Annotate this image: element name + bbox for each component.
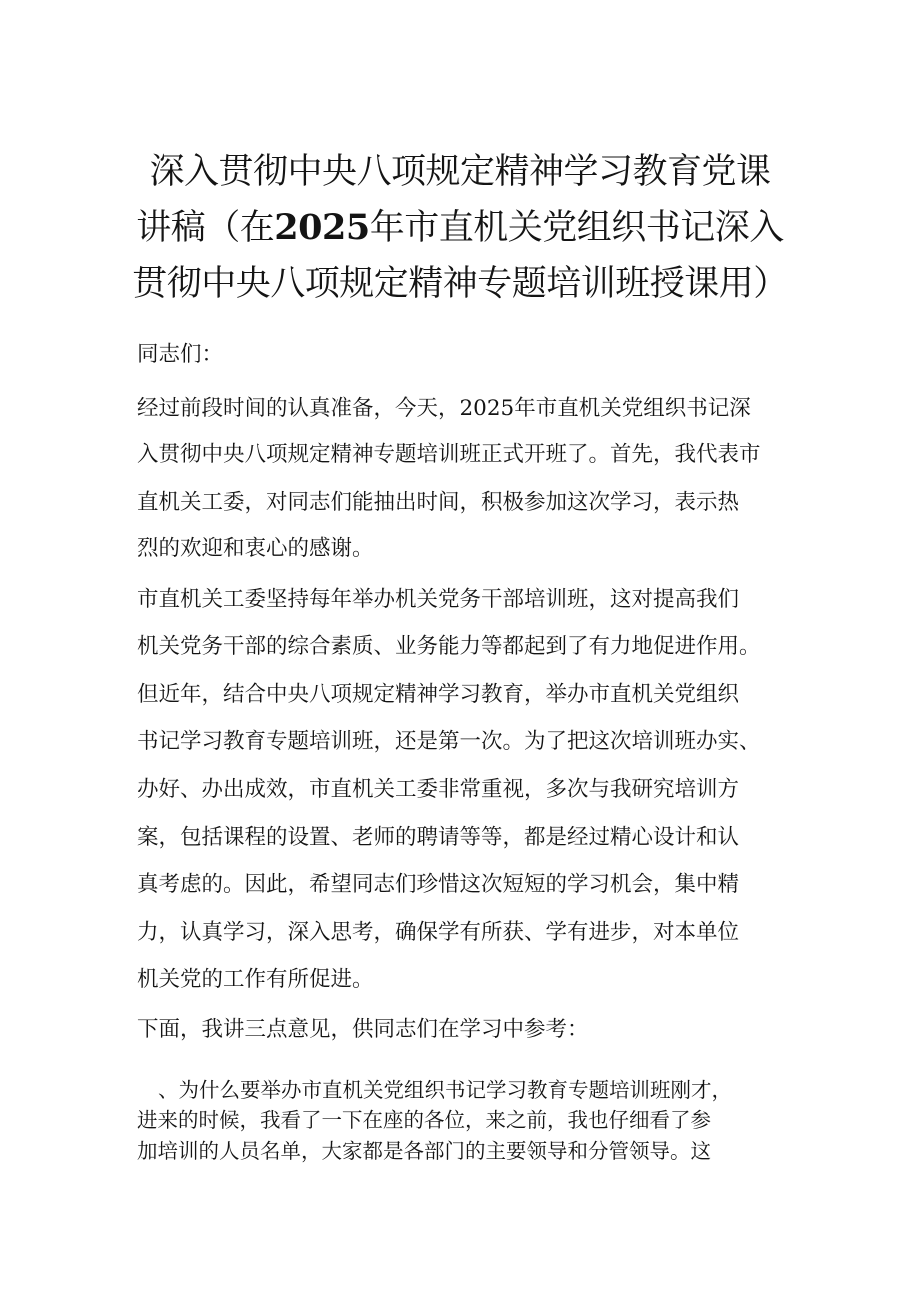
body-line: 下面，我讲三点意见，供同志们在学习中参考： <box>137 1017 589 1042</box>
document-title-line-3: 贯彻中央八项规定精神专题培训班授课用） <box>132 264 788 304</box>
body-line: 力，认真学习，深入思考，确保学有所获、学有进步，对本单位 <box>137 920 740 945</box>
title-text-after-year: 年市直机关党组织书记深入 <box>369 208 784 248</box>
greeting: 同志们： <box>137 342 224 367</box>
document-title-line-2 <box>120 200 800 256</box>
body-line: 入贯彻中央八项规定精神专题培训班正式开班了。首先，我代表市 <box>137 442 761 467</box>
body-line: 机关党务干部的综合素质、业务能力等都起到了有力地促进作用。 <box>137 634 761 659</box>
section-body-line: 加培训的人员名单，大家都是各部门的主要领导和分管领导。这 <box>137 1139 711 1163</box>
body-line: 办好、办出成效，市直机关工委非常重视，多次与我研究培训方 <box>137 777 740 802</box>
section-heading-line: 、为什么要举办市直机关党组织书记学习教育专题培训班刚才， <box>158 1078 732 1102</box>
body-line: 市直机关工委坚持每年举办机关党务干部培训班，这对提高我们 <box>137 587 740 612</box>
title-text-before-year: 讲稿（在 <box>136 208 275 248</box>
body-line: 机关党的工作有所促进。 <box>137 967 374 992</box>
document-title-line-1: 深入贯彻中央八项规定精神学习教育党课 <box>149 152 771 192</box>
body-line: 经过前段时间的认真准备，今天，2025年市直机关党组织书记深 <box>137 396 751 421</box>
body-line: 直机关工委，对同志们能抽出时间，积极参加这次学习，表示热 <box>137 490 740 515</box>
body-line: 但近年，结合中央八项规定精神学习教育，举办市直机关党组织 <box>137 682 740 707</box>
title-year: 2025 <box>274 207 370 248</box>
body-line: 真考虑的。因此，希望同志们珍惜这次短短的学习机会，集中精 <box>137 872 740 897</box>
body-line: 烈的欢迎和衷心的感谢。 <box>137 536 374 561</box>
body-line: 案，包括课程的设置、老师的聘请等等，都是经过精心设计和认 <box>137 825 740 850</box>
section-body-line: 进来的时候，我看了一下在座的各位，来之前，我也仔细看了参 <box>137 1108 711 1132</box>
body-line: 书记学习教育专题培训班，还是第一次。为了把这次培训班办实、 <box>137 729 761 754</box>
